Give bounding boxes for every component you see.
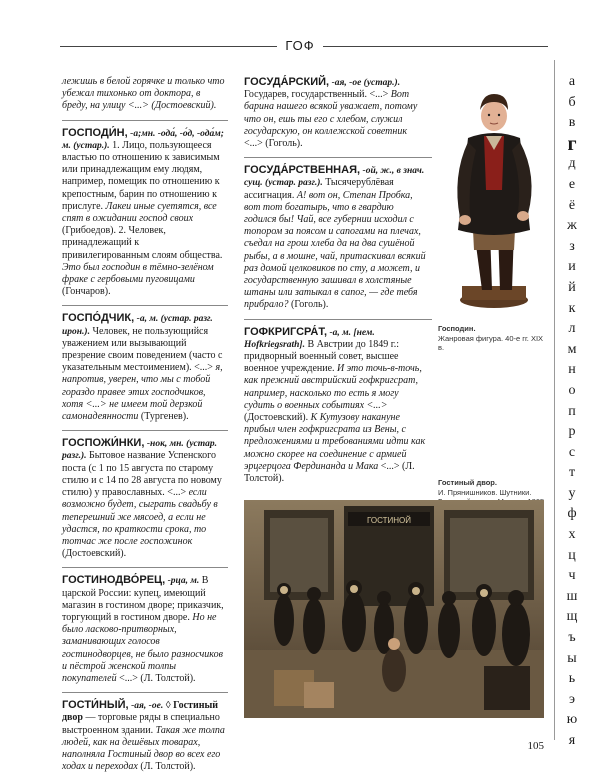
alphabet-letter: х — [568, 527, 576, 543]
alphabet-letter: м — [567, 341, 577, 357]
definition: — торговые ряды в специально выстроенном здании. — [62, 712, 220, 736]
entry-divider — [62, 567, 228, 568]
entry-gostinodvorets — [62, 574, 228, 685]
thumb-index-rule — [554, 60, 555, 740]
example: А! вот он, Степан Пробка, вот тот богатырь, что в гвардию годился бы! Чай, все губернии исходил с топором за поясом и сапогами на плечах, съедал на грош хлеба да на два сушёной рыбы, а в мошне, чай, притаскивал всякий раз домой целковиков по сту, а может, и государственную зашивал в холстяные штаны или затыкал в сапог, — где тебя прибрало? — [244, 189, 426, 311]
example: я, напротив, уверен, что мы с тобой гораздо правее этих господчиков, хотя <...> не имеем той дерзкой самонадеянности — [62, 362, 223, 423]
headword: ГОФКРИГСРА́Т, — [244, 325, 328, 338]
painting-drawing — [244, 500, 544, 718]
grammar-note: -а, м. (устар. разг. ирон.). — [62, 314, 213, 337]
entry-gosudarstvennaya — [244, 164, 426, 311]
alphabet-letter: р — [568, 424, 576, 440]
grammar-note: -ая, -ое (устар.). — [331, 78, 401, 88]
grammar-note: -нок, мн. (устар. разг.). — [62, 439, 218, 462]
entry-gospodchik — [62, 312, 228, 423]
source: (Тургенев). — [140, 411, 189, 423]
alphabet-letter: ф — [567, 506, 577, 522]
definition: 1. Лицо, пользующееся властью по отношению к зависимым или принадлежащим ему людям, например, помещик по отношению к крепостным, барин по отношению к прислуге. — [62, 139, 220, 212]
example: Такая же толпа людей, как на дешёвых товарах, наполняла Гостиный двор во всех его ходах и переходах — [62, 724, 225, 773]
painting-illustration — [244, 500, 544, 718]
entry-gostiny — [62, 699, 228, 773]
alphabet-letter: ж — [567, 218, 577, 234]
entry-gospodin — [62, 127, 228, 299]
entry-divider — [244, 319, 432, 320]
alphabet-letter: ё — [568, 197, 576, 213]
alphabet-letter: е — [568, 176, 576, 192]
alphabet-letter: э — [568, 691, 575, 707]
alphabet-letter: в — [568, 115, 576, 131]
alphabet-letter: у — [568, 485, 576, 501]
example: если возможно будет, сыграть свадьбу в теперешний же мясоед, а если не удастся, по краткости срока, то тотчас же после госпожинок — [62, 487, 218, 547]
entry-gofkrigsrat — [244, 326, 426, 486]
source: <...> (Л. Толстой). — [119, 672, 196, 684]
grammar-note: -ая, -ое. — [131, 701, 164, 712]
definition: Государев, государственный. <...> — [244, 89, 389, 101]
alphabet-letter: ц — [568, 547, 576, 563]
headword: ГОСУДА́РСТВЕННАЯ, — [244, 164, 361, 177]
alphabet-thumb-index — [558, 72, 586, 752]
alphabet-letter: ь — [568, 671, 576, 687]
alphabet-letter: к — [568, 300, 576, 316]
example: Это был господин в тёмно-зелёном фраке с гербовыми пуговицами — [62, 261, 214, 286]
source: (Достоевский). — [62, 548, 127, 560]
figurine-caption: Господин. Жанровая фигура. 40-е гг. XIX в. — [438, 324, 544, 352]
grammar-note: -а;мн. -ода́, -о́д, -ода́м; м. (устар.). — [62, 128, 224, 151]
figurine-drawing — [438, 80, 550, 312]
alphabet-letter: л — [568, 321, 576, 337]
page-number: 105 — [527, 740, 544, 752]
entry-divider — [62, 305, 228, 306]
alphabet-letter: ш — [566, 588, 578, 604]
alphabet-letter: т — [568, 465, 576, 481]
alphabet-letter: ю — [566, 712, 578, 728]
headword: ГОСТИНОДВО́РЕЦ, — [62, 574, 166, 587]
alphabet-letter: д — [568, 156, 576, 172]
alphabet-letter: о — [568, 382, 576, 398]
entry-gosudarsky — [244, 76, 426, 150]
source: (Грибоедов). — [62, 225, 116, 237]
alphabet-letter: с — [568, 444, 576, 460]
source: (Гончаров). — [62, 286, 111, 298]
source: <...> (Гоголь). — [244, 138, 303, 150]
alphabet-letter: з — [569, 238, 575, 254]
painting-sign-text: ГОСТИНОЙ — [366, 516, 412, 525]
definition: В царской России: купец, имеющий магазин в гостином дворе; приказчик, торгующий в гостином дворе. — [62, 575, 224, 623]
example: Но не было ласково-притворных, заманивающих голосов гостинодворцев, не было разносчиков и пёстрой женской толпы покупателей — [62, 611, 223, 684]
alphabet-letter: ч — [568, 568, 576, 584]
set-phrase: ◊ Гостиный двор — [62, 700, 219, 724]
column-left — [62, 76, 228, 780]
headword: ГОСПОЖИ́НКИ, — [62, 437, 145, 450]
source: (Л. Толстой). — [140, 761, 196, 773]
entry-divider — [244, 157, 432, 158]
source: (Достоевский). — [244, 412, 309, 424]
example: Лакеи иные суетятся, все спят в ожидании господ своих — [62, 200, 217, 225]
definition: Бытовое название Успенского поста (с 1 по 15 августа по старому стилю и с 14 по 28 августа по новому стилю) у православных. <...> — [62, 450, 222, 499]
grammar-note: -рца, м. — [167, 576, 200, 587]
grammar-note: -ой, ж., в знач. сущ. (устар. разг.). — [244, 166, 425, 189]
running-head: ГОФ — [0, 38, 600, 53]
headword: ГОСТИ́НЫЙ, — [62, 699, 129, 712]
alphabet-letter: ъ — [568, 630, 576, 646]
entry-divider — [62, 430, 228, 431]
headword: ГОСПО́ДЧИК, — [62, 312, 135, 325]
painting-caption: Гостиный двор. И. Прянишников. Шутники. — [438, 478, 532, 497]
alphabet-letter: г — [567, 132, 577, 155]
definition: Человек, не пользующийся уважением или вызывающий презрение своим поведением (часто с указательным местоимением). <...> — [62, 325, 223, 374]
figurine-illustration — [438, 80, 550, 312]
alphabet-letter: п — [568, 403, 576, 419]
example: Вот барина нашего всякой уважает, потому что он, ешь ты его с хлебом, служил государскую, он коллежской советник — [244, 89, 418, 137]
alphabet-letter: а — [568, 74, 576, 89]
definition: Тысячерублёвая ассигнация. — [244, 177, 394, 201]
entry-divider — [62, 692, 228, 693]
definition: В Австрии до 1849 г.: придворный военный совет, высшее военное учреждение. — [244, 338, 399, 375]
alphabet-letter: и — [568, 259, 576, 275]
headword: ГОСПОДИ́Н, — [62, 126, 128, 139]
headword: ГОСУДА́РСКИЙ, — [244, 76, 330, 88]
column-right — [244, 76, 426, 492]
example: И это точь-в-точь, как прежний австрийский гофкригсрат, например, насколько то есть я могу судить о военных событиях <...> — [244, 363, 422, 411]
entry-continuation: лежишь в белой горячке и только что убежал тихонько от доктора, в бреду, на улицу <...> (Достоевский). — [62, 76, 225, 112]
definition: 2. Человек, принадлежащий к привилегированным слоям общества. — [62, 225, 223, 261]
alphabet-letter: н — [568, 362, 576, 378]
example: К Кутузову накануне прибыл член гофкригсрата из Вены, с предложениями и требованиями идти как можно скорее на соединение с армией эрцгерцога Фердинанда и Мака — [244, 412, 426, 472]
entry-gospozhinki — [62, 437, 228, 560]
alphabet-letter: ы — [567, 650, 577, 666]
source: (Гоголь). — [291, 299, 329, 311]
alphabet-letter: б — [568, 94, 576, 110]
entry-divider — [62, 120, 228, 121]
alphabet-letter: й — [568, 279, 576, 295]
alphabet-letter: я — [568, 733, 576, 748]
alphabet-letter: щ — [566, 609, 578, 625]
source: <...> (Л. Толстой). — [244, 460, 415, 485]
grammar-note: -а, м. [нем. Hofkriegsrath]. — [244, 327, 375, 350]
